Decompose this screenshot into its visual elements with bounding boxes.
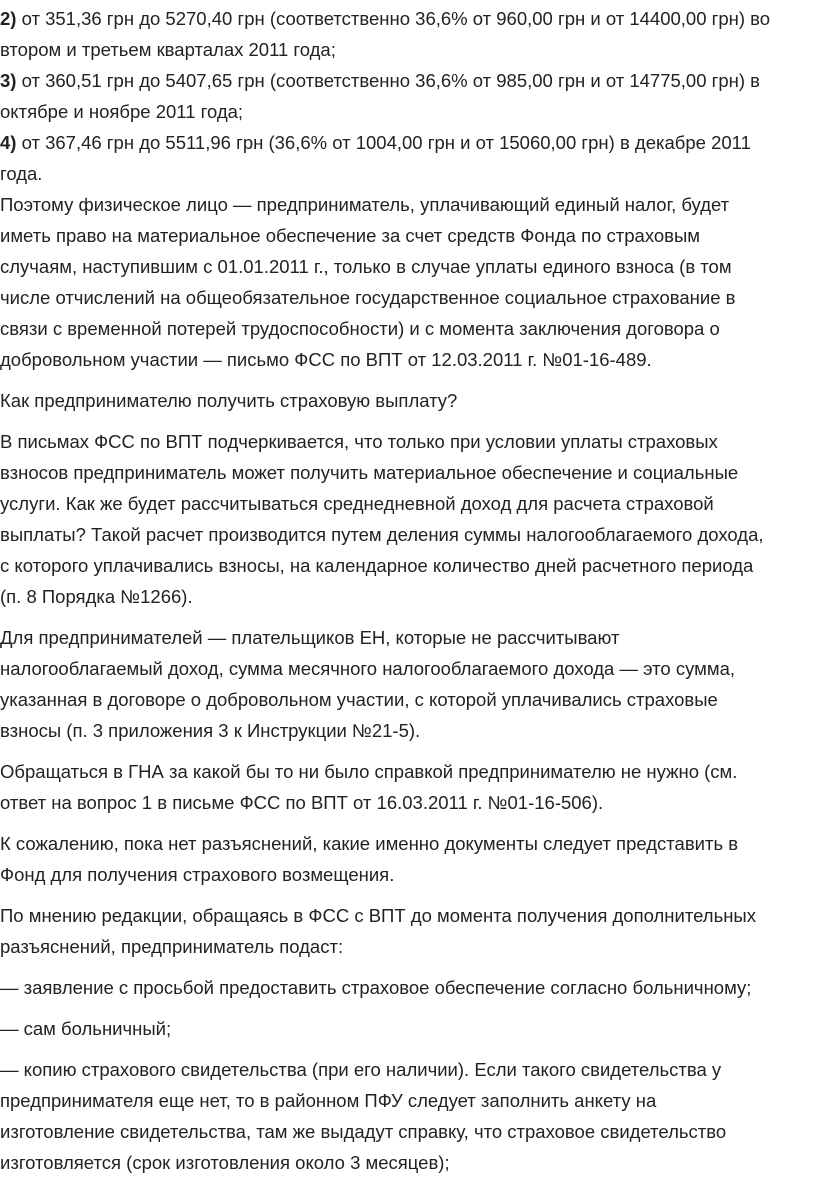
paragraph-line: Поэтому физическое лицо — предприниматель, уплачивающий единый налог, будет — [0, 194, 730, 215]
paragraph-line: Фонд для получения страхового возмещения. — [0, 864, 395, 885]
paragraph-line: с которого уплачивались взносы, на календарное количество дней расчетного периода — [0, 555, 754, 576]
paragraph — [0, 189, 816, 375]
list-item — [0, 65, 816, 127]
paragraph-line: ответ на вопрос 1 в письме ФСС по ВПТ от 16.03.2011 г. №01-16-506). — [0, 792, 604, 813]
paragraph-line: Для предпринимателей — плательщиков ЕН, которые не рассчитывают — [0, 627, 620, 648]
paragraph — [0, 622, 816, 746]
paragraph-line: По мнению редакции, обращаясь в ФСС с ВПТ до момента получения дополнительных — [0, 905, 756, 926]
dash-list-item: — копию страхового свидетельства (при его наличии). Если такого свидетельства у — [0, 1059, 722, 1080]
paragraph-line: изготовляется (срок изготовления около 3 месяцев); — [0, 1152, 450, 1173]
paragraph-line: иметь право на материальное обеспечение за счет средств Фонда по страховым — [0, 225, 701, 246]
paragraph-line: выплаты? Такой расчет производится путем деления суммы налогооблагаемого дохода, — [0, 524, 764, 545]
list-item-line — [0, 3, 816, 34]
paragraph — [0, 1013, 816, 1044]
list-item-line: октябре и ноябре 2011 года; — [0, 101, 244, 122]
paragraph-line: изготовление свидетельства, там же выдадут справку, что страховое свидетельство — [0, 1121, 727, 1142]
list-item-text: от 367,46 грн до 5511,96 грн (36,6% от 1004,00 грн и от 15060,00 грн) в декабре 2011 — [16, 132, 751, 153]
paragraph — [0, 426, 816, 612]
list-item-line — [0, 65, 816, 96]
dash-list-item: — заявление с просьбой предоставить страховое обеспечение согласно больничному; — [0, 977, 752, 998]
dash-list-item: — сам больничный; — [0, 1018, 172, 1039]
paragraph-line: услуги. Как же будет рассчитываться среднедневной доход для расчета страховой — [0, 493, 714, 514]
list-item-number: 3) — [0, 70, 17, 91]
paragraph-line: налогооблагаемый доход, сумма месячного налогооблагаемого дохода — это сумма, — [0, 658, 736, 679]
list-item-line — [0, 127, 816, 158]
list-item-number: 2) — [0, 8, 17, 29]
paragraph — [0, 828, 816, 890]
paragraph-line: указанная в договоре о добровольном участии, с которой уплачивались страховые — [0, 689, 718, 710]
paragraph — [0, 972, 816, 1003]
list-item-text: от 351,36 грн до 5270,40 грн (соответственно 36,6% от 960,00 грн и от 14400,00 грн) во — [16, 8, 771, 29]
list-item-number: 4) — [0, 132, 17, 153]
paragraph — [0, 1054, 816, 1178]
paragraph-line: случаям, наступившим с 01.01.2011 г., только в случае уплаты единого взноса (в том — [0, 256, 732, 277]
paragraph-line: Обращаться в ГНА за какой бы то ни было справкой предпринимателю не нужно (см. — [0, 761, 738, 782]
paragraph-line: числе отчислений на общеобязательное государственное социальное страхование в — [0, 287, 736, 308]
list-item-line: года. — [0, 163, 43, 184]
paragraph-line: В письмах ФСС по ВПТ подчеркивается, что только при условии уплаты страховых — [0, 431, 718, 452]
paragraph-line: добровольном участии — письмо ФСС по ВПТ от 12.03.2011 г. №01-16-489. — [0, 349, 652, 370]
list-item-text: от 360,51 грн до 5407,65 грн (соответственно 36,6% от 985,00 грн и от 14775,00 грн) в — [16, 70, 761, 91]
paragraph-line: разъяснений, предприниматель подаст: — [0, 936, 344, 957]
paragraph — [0, 756, 816, 818]
paragraph-line: взносы (п. 3 приложения 3 к Инструкции №21-5). — [0, 720, 421, 741]
paragraph — [0, 900, 816, 962]
list-item-line: втором и третьем кварталах 2011 года; — [0, 39, 336, 60]
paragraph-line: предпринимателя еще нет, то в районном ПФУ следует заполнить анкету на — [0, 1090, 657, 1111]
list-item — [0, 127, 816, 189]
paragraph-line: связи с временной потерей трудоспособности) и с момента заключения договора о — [0, 318, 720, 339]
paragraph-line: К сожалению, пока нет разъяснений, какие именно документы следует представить в — [0, 833, 739, 854]
paragraph-line: взносов предприниматель может получить материальное обеспечение и социальные — [0, 462, 739, 483]
list-item — [0, 3, 816, 65]
paragraph — [0, 385, 816, 416]
paragraph-line: (п. 8 Порядка №1266). — [0, 586, 193, 607]
section-question: Как предпринимателю получить страховую выплату? — [0, 390, 458, 411]
